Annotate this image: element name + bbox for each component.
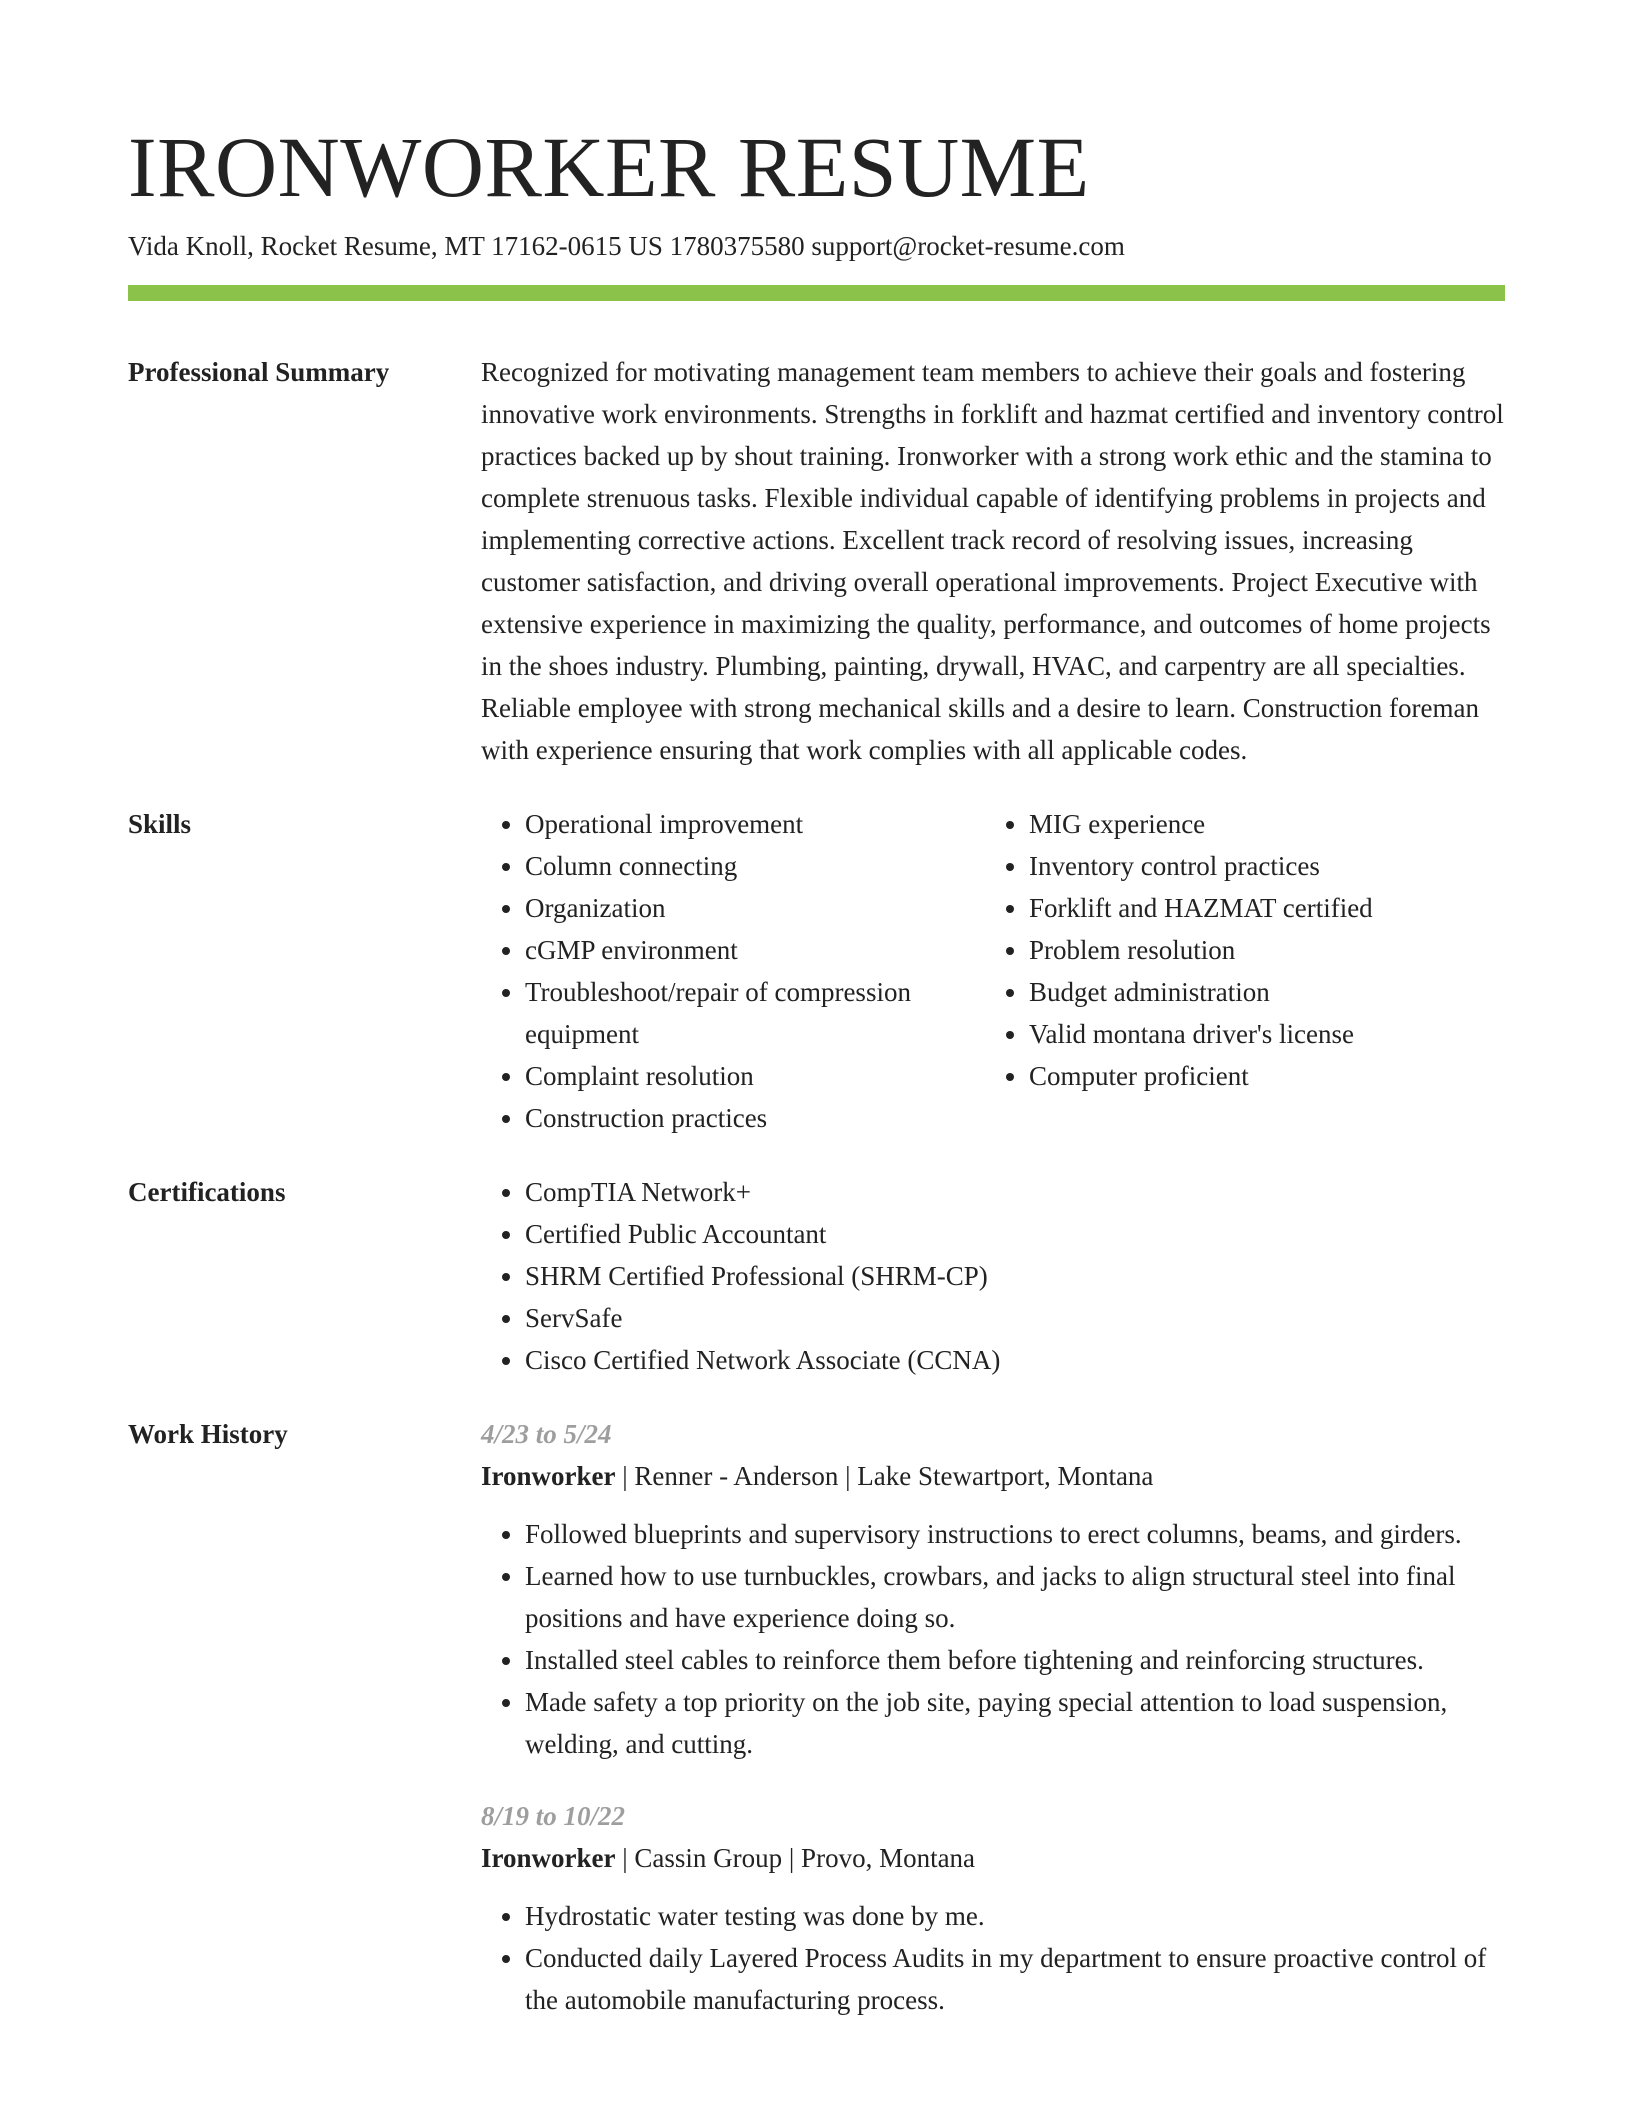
list-item: • Valid montana driver's license: [1029, 1013, 1549, 1055]
list-item: • Made safety a top priority on the job site, paying special attention to load suspension, welding, and cutting.: [525, 1681, 1505, 1765]
resume-header: [128, 120, 1505, 301]
job-heading: [481, 1455, 1505, 1497]
job-duties-list: [481, 1513, 1505, 1765]
job-duties-list: [481, 1895, 1505, 2021]
list-item: • Operational improvement: [525, 803, 985, 845]
list-item: • Inventory control practices: [1029, 845, 1549, 887]
list-item: • Certified Public Accountant: [525, 1213, 1505, 1255]
list-item: • cGMP environment: [525, 929, 985, 971]
work-history-body: [481, 1413, 1505, 2021]
list-item: • Cisco Certified Network Associate (CCNA): [525, 1339, 1505, 1381]
section-label-work-history: Work History: [128, 1419, 288, 1450]
list-item: • Installed steel cables to reinforce them before tightening and reinforcing structures.: [525, 1639, 1505, 1681]
skills-section: [128, 803, 1505, 1139]
list-item: • Troubleshoot/repair of compression equipment: [525, 971, 985, 1055]
page-title: IRONWORKER RESUME: [128, 119, 1090, 215]
list-item: • Complaint resolution: [525, 1055, 985, 1097]
list-item: • Computer proficient: [1029, 1055, 1549, 1097]
summary-text: Recognized for motivating management team members to achieve their goals and fostering innovative work environments. Strengths in forklift and hazmat certified and inventory control practices backed up by shout training. Ironworker with a strong work ethic and the stamina to complete strenuous tasks. Flexible individual capable of identifying problems in projects and implementing corrective actions. Excellent track record of resolving issues, increasing customer satisfaction, and driving overall operational improvements. Project Executive with extensive experience in maximizing the quality, performance, and outcomes of home projects in the shoes industry. Plumbing, painting, drywall, HVAC, and carpentry are all specialties. Reliable employee with strong mechanical skills and a desire to learn. Construction foreman with experience ensuring that work complies with all applicable codes.: [481, 357, 1504, 766]
list-item: • MIG experience: [1029, 803, 1549, 845]
work-history-section: [128, 1413, 1505, 2021]
list-item: • ServSafe: [525, 1297, 1505, 1339]
list-item: • Organization: [525, 887, 985, 929]
job-dates: 8/19 to 10/22: [481, 1801, 626, 1832]
job-employer-location: | Cassin Group | Provo, Montana: [615, 1843, 976, 1874]
job-entry: [481, 1795, 1505, 2021]
list-item: • CompTIA Network+: [525, 1171, 1505, 1213]
list-item: • Column connecting: [525, 845, 985, 887]
job-heading: [481, 1837, 1505, 1879]
job-title: Ironworker: [481, 1843, 616, 1874]
contact-line: Vida Knoll, Rocket Resume, MT 17162-0615 US 1780375580 support@rocket-resume.com: [128, 231, 1125, 261]
job-title: Ironworker: [481, 1461, 616, 1492]
section-label-skills: Skills: [128, 809, 192, 840]
job-employer-location: | Renner - Anderson | Lake Stewartport, Montana: [615, 1461, 1154, 1492]
list-item: • Learned how to use turnbuckles, crowbars, and jacks to align structural steel into final positions and have experience doing so.: [525, 1555, 1505, 1639]
certifications-section: [128, 1171, 1505, 1381]
list-item: • SHRM Certified Professional (SHRM-CP): [525, 1255, 1505, 1297]
list-item: • Followed blueprints and supervisory instructions to erect columns, beams, and girders.: [525, 1513, 1505, 1555]
job-entry: [481, 1413, 1505, 1765]
skills-list-right: [985, 803, 1549, 1139]
list-item: • Conducted daily Layered Process Audits in my department to ensure proactive control of the automobile manufacturing process.: [525, 1937, 1505, 2021]
skills-body: [481, 803, 1549, 1139]
accent-divider: [128, 285, 1505, 301]
certifications-list: [481, 1171, 1505, 1381]
professional-summary-section: [128, 351, 1505, 771]
summary-body: [481, 351, 1505, 771]
list-item: • Forklift and HAZMAT certified: [1029, 887, 1549, 929]
section-label-certifications: Certifications: [128, 1177, 286, 1208]
skills-list-left: [481, 803, 985, 1139]
list-item: • Budget administration: [1029, 971, 1549, 1013]
list-item: • Hydrostatic water testing was done by me.: [525, 1895, 1505, 1937]
certifications-body: [481, 1171, 1505, 1381]
list-item: • Problem resolution: [1029, 929, 1549, 971]
list-item: • Construction practices: [525, 1097, 985, 1139]
job-dates: 4/23 to 5/24: [481, 1419, 612, 1450]
section-label-summary: Professional Summary: [128, 357, 390, 388]
